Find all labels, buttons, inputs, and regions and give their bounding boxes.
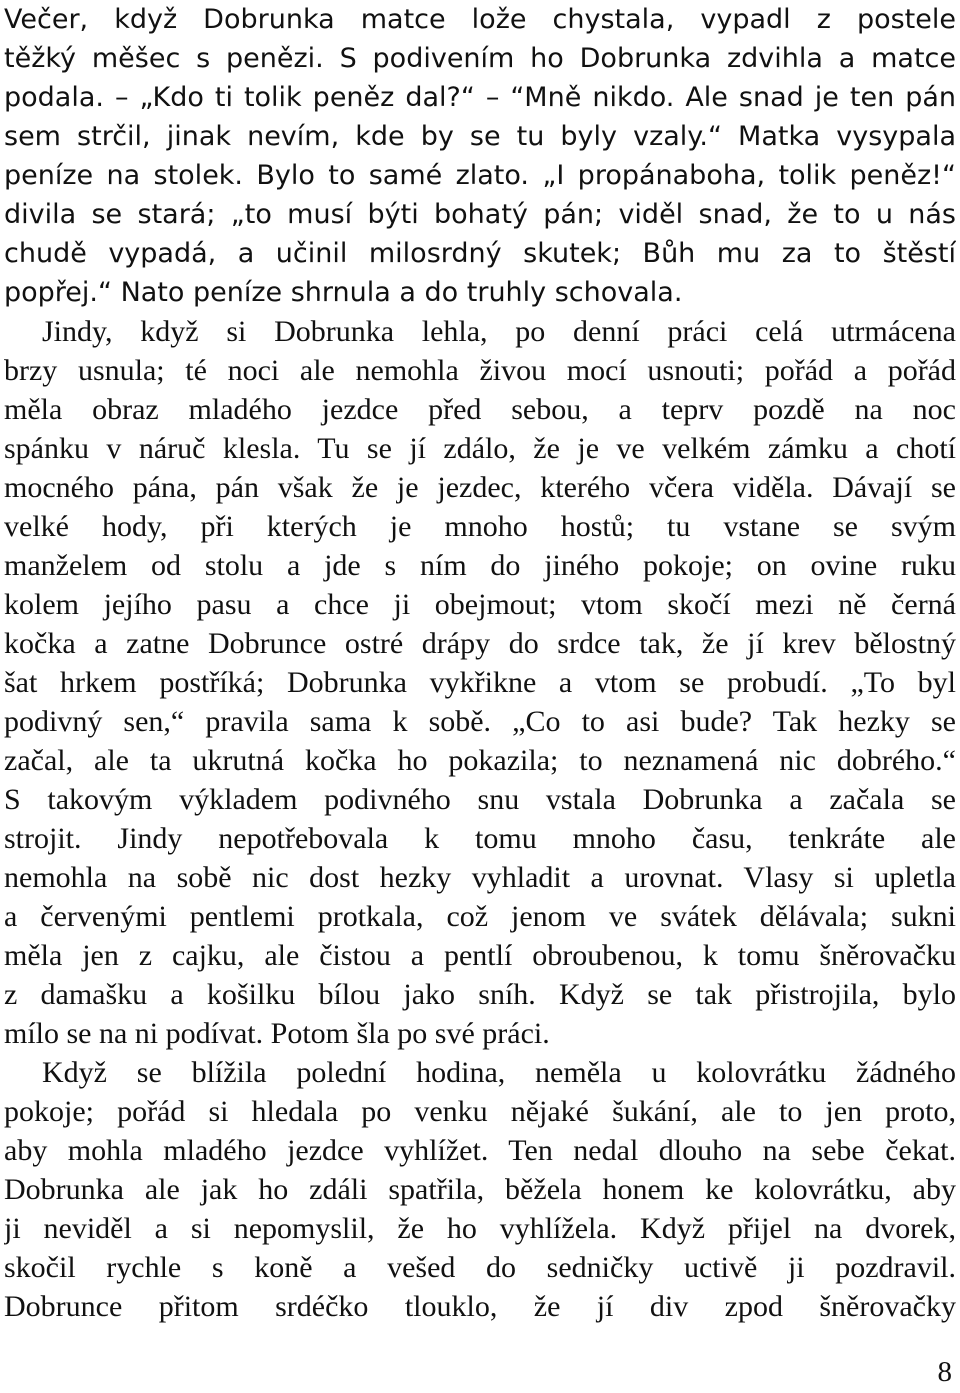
text-line: a červenými pentlemi protkala, což jenom ve svátek dělávala; sukni [4,900,956,933]
text-line: měla obraz mladého jezdce před sebou, a teprv pozdě na noc [4,393,956,426]
text-line: z damašku a košilku bílou jako sníh. Když se tak přistrojila, bylo [4,978,956,1011]
text-line: Dobrunce přitom srdéčko tlouklo, že jí div zpod šněrovačky [4,1290,956,1323]
text-line: mílo se na ni podívat. Potom šla po své práci. [4,1017,550,1050]
text-line: podivný sen,“ pravila sama k sobě. „Co to asi bude? Tak hezky se [4,705,956,738]
paragraph-start-line: Jindy, když si Dobrunka lehla, po denní práci celá utrmácena [42,315,956,348]
page-number: 8 [937,1356,952,1388]
text-line: skočil rychle s koně a vešed do sedničky uctivě ji pozdravil. [4,1251,956,1284]
text-line: chudě vypadá, a učinil milosrdný skutek; Bůh mu za to štěstí [4,238,956,269]
text-line: šat hrkem postříká; Dobrunka vykřikne a vtom se probudí. „To byl [4,666,956,699]
text-line: brzy usnula; té noci ale nemohla živou mocí usnouti; pořád a pořád [4,354,956,387]
text-line: aby mohla mladého jezdce vyhlížet. Ten nedal dlouho na sebe čekat. [4,1134,956,1167]
text-line: velké hody, při kterých je mnoho hostů; tu vstane se svým [4,510,956,543]
text-line: S takovým výkladem podivného snu vstala Dobrunka a začala se [4,783,956,816]
text-line: kočka a zatne Dobrunce ostré drápy do srdce tak, že jí krev bělostný [4,627,956,660]
text-line: spánku v náruč klesla. Tu se jí zdálo, že je ve velkém zámku a chotí [4,432,956,465]
text-line: mocného pána, pán však že je jezdec, kterého včera viděla. Dávají se [4,471,956,504]
text-line: ji neviděl a si nepomyslil, že ho vyhlížela. Když přijel na dvorek, [4,1212,956,1245]
text-line: pokoje; pořád si hledala po venku nějaké šukání, ale to jen proto, [4,1095,956,1128]
text-line: popřej.“ Nato peníze shrnula a do truhly schovala. [4,277,683,308]
text-line: měla jen z cajku, ale čistou a pentlí obroubenou, k tomu šněrovačku [4,939,956,972]
text-line: manželem od stolu a jde s ním do jiného pokoje; on ovine ruku [4,549,956,582]
text-line: nemohla na sobě nic dost hezky vyhladit a urovnat. Vlasy si upletla [4,861,956,894]
text-line: Večer, když Dobrunka matce lože chystala, vypadl z postele [4,4,956,35]
text-line: začal, ale ta ukrutná kočka ho pokazila; to neznamená nic dobrého.“ [4,744,956,777]
text-line: kolem jejího pasu a chce ji obejmout; vtom skočí mezi ně černá [4,588,956,621]
body-text [4,0,956,1326]
paragraph-start-line: Když se blížila polední hodina, neměla u kolovrátku žádného [42,1056,956,1089]
text-line: strojit. Jindy nepotřebovala k tomu mnoho času, tenkráte ale [4,822,956,855]
text-line: těžký měšec s penězi. S podivením ho Dobrunka zdvihla a matce [4,43,956,74]
text-line: Dobrunka ale jak ho zdáli spatřila, běžela honem ke kolovrátku, aby [4,1173,956,1206]
text-line: peníze na stolek. Bylo to samé zlato. „I propánaboha, tolik peněz!“ [4,160,956,191]
text-line: sem strčil, jinak nevím, kde by se tu byly vzaly.“ Matka vysypala [4,121,956,152]
text-line: podala. – „Kdo ti tolik peněz dal?“ – “Mně nikdo. Ale snad je ten pán [4,82,956,113]
text-line: divila se stará; „to musí býti bohatý pán; viděl snad, že to u nás [4,199,956,230]
